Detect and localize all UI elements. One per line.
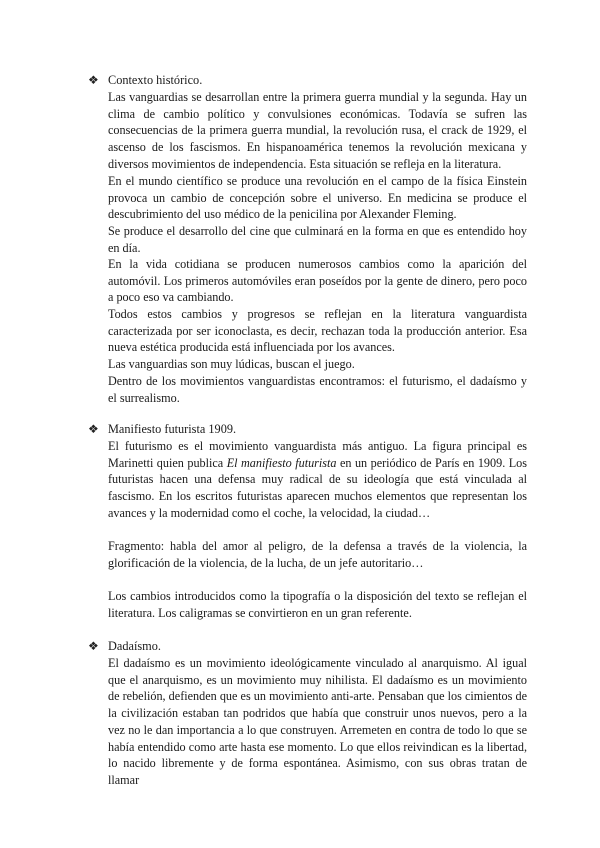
paragraph: Todos estos cambios y progresos se reflejan en la literatura vanguardista caracterizada por ser iconoclasta, es decir, rechazan toda la producción anterior. Esa nueva estética producida está influenciada por los avances. (108, 307, 527, 355)
diamond-bullet-icon: ❖ (88, 73, 99, 87)
paragraph: Dentro de los movimientos vanguardistas encontramos: el futurismo, el dadaísmo y el surrealismo. (108, 374, 527, 405)
paragraph: Fragmento: habla del amor al peligro, de la defensa a través de la violencia, la glorificación de la violencia, de la lucha, de un jefe autoritario… (108, 539, 527, 570)
section-heading: Dadaísmo. (108, 639, 161, 653)
section-heading: Manifiesto futurista 1909. (108, 422, 237, 436)
paragraph: Se produce el desarrollo del cine que culminará en la forma en que es entendido hoy en día. (108, 224, 527, 255)
paragraph-text: El futurismo es el movimiento vanguardista más antiguo. La figura principal es Marinetti quien publica (108, 439, 527, 470)
section-heading: Contexto histórico. (108, 73, 203, 87)
paragraph-text: en un periódico de París en 1909. Los futuristas hacen una defensa muy radical de su ideología que está vinculada al fascismo. En los escritos futuristas aparecen muchos elementos que representan los avances y la modernidad como el coche, la velocidad, la ciudad… (108, 455, 527, 520)
book-title: El manifiesto futurista (226, 455, 337, 470)
paragraph: Las vanguardias se desarrollan entre la primera guerra mundial y la segunda. Hay un clima de cambio político y convulsiones económicas. Todavía se sufren las consecuencias de la primera guerra mundial, la revolución rusa, el crack de 1929, el ascenso de los fascismos. En hispanoamérica tenemos la revolución mexicana y diversos movimientos de independencia. Esta situación se refleja en la literatura. (108, 90, 527, 171)
diamond-bullet-icon: ❖ (88, 422, 99, 436)
paragraph (108, 438, 527, 522)
paragraph: Las vanguardias son muy lúdicas, buscan el juego. (108, 357, 355, 371)
paragraph: El dadaísmo es un movimiento ideológicamente vinculado al anarquismo. Al igual que el anarquismo, es un movimiento muy nihilista. El dadaísmo es un movimiento de rebelión, defienden que es un movimiento anti-arte. Pensaban que los cimientos de la civilización estaban tan podridos que había que construir unos nuevos, pero a la vez no le dan importancia a lo que construyen. Arremeten en contra de todo lo que se había entendido como arte hasta ese momento. Lo que ellos reivindican es la libertad, lo nacido libremente y de forma espontánea. Asimismo, con sus obras tratan de llamar (108, 656, 527, 787)
paragraph: Los cambios introducidos como la tipografía o la disposición del texto se reflejan el literatura. Los caligramas se convirtieron en un gran referente. (108, 589, 527, 620)
diamond-bullet-icon: ❖ (88, 639, 99, 653)
paragraph: En el mundo científico se produce una revolución en el campo de la física Einstein provoca un cambio de concepción sobre el universo. En medicina se produce el descubrimiento del uso médico de la penicilina por Alexander Fleming. (108, 174, 527, 222)
paragraph: En la vida cotidiana se producen numerosos cambios como la aparición del automóvil. Los primeros automóviles eran poseídos por la gente de dinero, pero poco a poco eso va cambiando. (108, 257, 527, 305)
